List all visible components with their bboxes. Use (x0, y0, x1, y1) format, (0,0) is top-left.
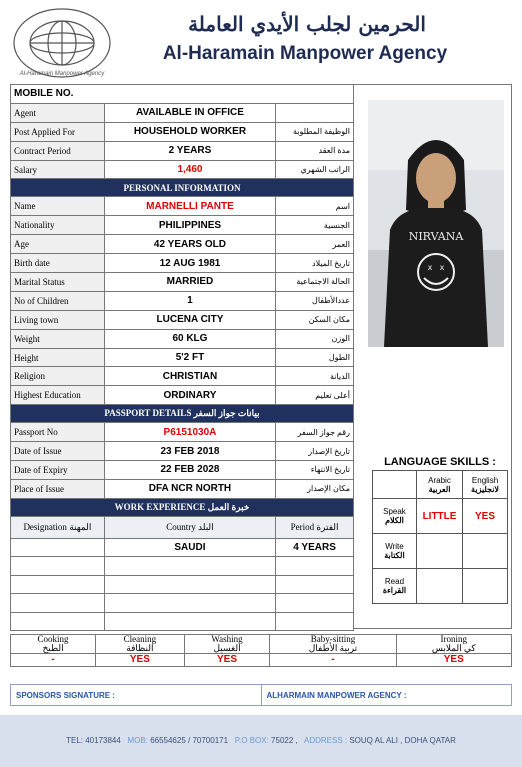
table-cell: Post Applied For (11, 122, 105, 141)
table-cell: Cooking الطبخ (11, 635, 96, 654)
table-cell: Baby-sitting تربية الأطفال (270, 635, 396, 654)
table-cell: مكان الإصدار (276, 479, 354, 498)
table-cell: Read القراءة (373, 569, 417, 604)
table-row (373, 471, 508, 499)
lang-row (373, 499, 508, 534)
table-cell: MARRIED (104, 273, 275, 292)
table-row (11, 479, 354, 498)
table-cell: 22 FEB 2028 (104, 461, 275, 480)
table-cell: تاريخ الميلاد (276, 254, 354, 273)
table-cell: Place of Issue (11, 479, 105, 498)
table-cell: الراتب الشهري (276, 160, 354, 179)
skills-value-row (11, 654, 512, 667)
table-cell: تاريخ الانتهاء (276, 461, 354, 480)
work-row (11, 612, 354, 631)
table-cell: Age (11, 235, 105, 254)
table-row (11, 85, 354, 104)
table-cell: - (11, 654, 96, 667)
table-row (11, 291, 354, 310)
table-row (11, 197, 354, 216)
table-row (11, 310, 354, 329)
applicant-photo (368, 100, 504, 347)
table-row (11, 461, 354, 480)
agency-signature-label: ALHARMAIN MANPOWER AGENCY : (261, 685, 512, 705)
table-row (11, 498, 354, 516)
svg-text:NIRVANA: NIRVANA (408, 230, 464, 243)
sponsor-signature-label: SPONSORS SIGNATURE : (16, 691, 115, 700)
table-row (11, 103, 354, 122)
table-cell: تاريخ الإصدار (276, 442, 354, 461)
table-cell: الحالة الاجتماعية (276, 273, 354, 292)
section-passport: PASSPORT DETAILS بيانات جواز السفر (11, 405, 354, 423)
table-cell: YES (184, 654, 270, 667)
table-row (11, 367, 354, 386)
work-row (11, 538, 354, 557)
table-cell: Passport No (11, 423, 105, 442)
table-cell: YES (463, 499, 508, 534)
table-cell (11, 538, 105, 557)
table-cell (276, 594, 354, 613)
table-cell: العمر (276, 235, 354, 254)
table-cell: اسم (276, 197, 354, 216)
table-cell: Highest Education (11, 386, 105, 405)
table-cell: English لانجليزية (463, 471, 508, 499)
agency-logo (10, 5, 114, 81)
name-value: MARNELLI PANTE (104, 197, 275, 216)
svg-text:Al-Haramain Manpower Agency: Al-Haramain Manpower Agency (19, 71, 105, 77)
table-row (11, 160, 354, 179)
table-row (11, 254, 354, 273)
table-cell: الديانة (276, 367, 354, 386)
table-cell (104, 594, 275, 613)
table-cell: LUCENA CITY (104, 310, 275, 329)
table-cell: Contract Period (11, 141, 105, 160)
table-cell: Agent (11, 103, 105, 122)
table-row (11, 141, 354, 160)
table-row (11, 423, 354, 442)
table-cell (276, 557, 354, 576)
title-english: Al-Haramain Manpower Agency (162, 43, 448, 64)
table-cell: أعلى تعليم (276, 386, 354, 405)
lang-row (373, 569, 508, 604)
language-skills-title: LANGUAGE SKILLS : (384, 456, 496, 468)
table-cell: - (270, 654, 396, 667)
mobile-label: MOBILE NO. (11, 85, 354, 104)
work-row (11, 594, 354, 613)
table-cell: AVAILABLE IN OFFICE (104, 103, 275, 122)
table-row (11, 348, 354, 367)
table-cell: Weight (11, 329, 105, 348)
table-cell: Date of Expiry (11, 461, 105, 480)
table-cell: 2 YEARS (104, 141, 275, 160)
table-cell: CHRISTIAN (104, 367, 275, 386)
table-cell: LITTLE (416, 499, 462, 534)
table-row (11, 122, 354, 141)
language-skills-table (372, 470, 508, 604)
details-table (10, 84, 354, 631)
table-cell: مدة العقد (276, 141, 354, 160)
table-cell (104, 575, 275, 594)
table-row (11, 386, 354, 405)
lang-row (373, 534, 508, 569)
table-cell: Nationality (11, 216, 105, 235)
section-personal: PERSONAL INFORMATION (11, 179, 354, 197)
table-cell (11, 575, 105, 594)
table-cell (416, 534, 462, 569)
table-cell: 4 YEARS (276, 538, 354, 557)
table-cell: الوظيفة المطلوبة (276, 122, 354, 141)
table-cell: Ironing كي الملابس (396, 635, 511, 654)
svg-text:x: x (427, 263, 433, 272)
svg-text:x: x (439, 263, 445, 272)
salary-value: 1,460 (104, 160, 275, 179)
table-cell: Birth date (11, 254, 105, 273)
table-cell: PHILIPPINES (104, 216, 275, 235)
table-cell: Write الكتابة (373, 534, 417, 569)
table-cell: الجنسية (276, 216, 354, 235)
table-cell: الوزن (276, 329, 354, 348)
table-cell (11, 612, 105, 631)
table-cell (416, 569, 462, 604)
table-cell: رقم جواز السفر (276, 423, 354, 442)
table-cell (11, 594, 105, 613)
table-cell: Living town (11, 310, 105, 329)
table-row (11, 216, 354, 235)
passport-number: P6151030A (104, 423, 275, 442)
table-cell (463, 569, 508, 604)
table-cell: Period الفترة (276, 516, 354, 538)
table-cell: SAUDI (104, 538, 275, 557)
table-cell: مكان السكن (276, 310, 354, 329)
table-cell: ORDINARY (104, 386, 275, 405)
table-cell: Country البلد (104, 516, 275, 538)
skills-label-row (11, 635, 512, 654)
table-cell: Marital Status (11, 273, 105, 292)
table-cell: DFA NCR NORTH (104, 479, 275, 498)
table-cell: Salary (11, 160, 105, 179)
table-cell: Religion (11, 367, 105, 386)
table-cell: الطول (276, 348, 354, 367)
table-cell: Arabic العربية (416, 471, 462, 499)
table-cell: Washing الغسيل (184, 635, 270, 654)
table-cell (104, 612, 275, 631)
table-cell (276, 103, 354, 122)
table-cell: Designation المهنة (11, 516, 105, 538)
table-row (11, 235, 354, 254)
table-cell: Date of Issue (11, 442, 105, 461)
footer-contact: TEL: 40173844 MOB: 66554625 / 70700171 P.O BOX: 75022 , ADDRESS : SOUQ AL ALI , DOHA QATAR (0, 715, 522, 767)
household-skills-table (10, 634, 512, 667)
table-cell: YES (396, 654, 511, 667)
table-cell: YES (96, 654, 185, 667)
table-cell: Name (11, 197, 105, 216)
table-cell: Height (11, 348, 105, 367)
lang-corner (373, 471, 417, 499)
table-cell: No of Children (11, 291, 105, 310)
table-cell: Cleaning النظافة (96, 635, 185, 654)
table-row (11, 442, 354, 461)
work-row (11, 557, 354, 576)
signature-row (10, 684, 512, 706)
table-cell: 1 (104, 291, 275, 310)
table-cell (463, 534, 508, 569)
table-row (11, 329, 354, 348)
table-cell (276, 575, 354, 594)
table-row (11, 405, 354, 423)
title-arabic: الحرمين لجلب الأيدي العاملة (188, 12, 426, 36)
table-cell: 60 KLG (104, 329, 275, 348)
table-row (11, 179, 354, 197)
table-cell (276, 612, 354, 631)
table-cell: 5'2 FT (104, 348, 275, 367)
table-cell: 42 YEARS OLD (104, 235, 275, 254)
work-row (11, 575, 354, 594)
table-row (11, 273, 354, 292)
table-cell (11, 557, 105, 576)
table-cell (104, 557, 275, 576)
table-cell: 12 AUG 1981 (104, 254, 275, 273)
table-cell: Speak الكلام (373, 499, 417, 534)
section-work: WORK EXPERIENCE خبرة العمل (11, 498, 354, 516)
table-cell: عددالأطفال (276, 291, 354, 310)
work-header-row (11, 516, 354, 538)
table-cell: 23 FEB 2018 (104, 442, 275, 461)
table-cell: HOUSEHOLD WORKER (104, 122, 275, 141)
